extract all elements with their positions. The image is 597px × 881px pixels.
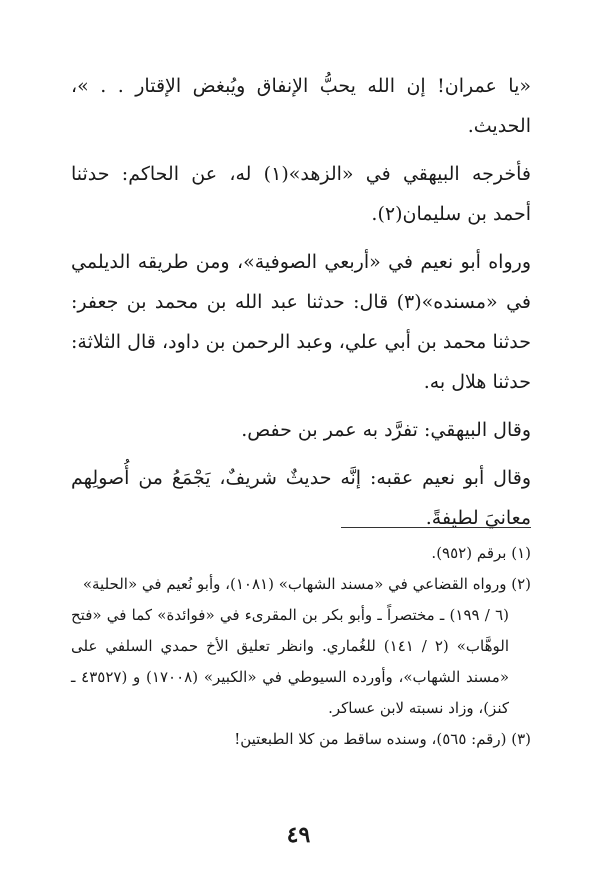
page-number: ٤٩ xyxy=(286,822,311,848)
footnote-2-continuation: (٦ / ١٩٩) ـ مختصراً ـ وأبو بكر بن المقرىء في «فوائدة» كما في «فتح الوهَّاب» (٢ / ١٤١) للغُماري. وانظر تعليق الأخ حمدي السلفي على «مسند الشهاب»، وأورده السيوطي في «الكبير» (١٧٠٠٨) و (٤٣٥٢٧ ـ كنز)، وزاد نسبته لابن عساكر. xyxy=(71,606,510,717)
footnote-1: (١) برقم (٩٥٢). xyxy=(431,544,531,562)
paragraph-abu-nuaym-note: وقال أبو نعيم عقبه: إنَّه حديثٌ شريفٌ، يَجْمَعُ من أُصولِهم معانيَ لطيفةً. xyxy=(71,467,531,529)
paragraph-hadith: «يا عمران! إن الله يحبُّ الإنفاق ويُبغض الإقتار . . »، الحديث. xyxy=(71,75,531,137)
footnotes xyxy=(71,538,531,755)
footnote-3: (٣) (رقم: ٥٦٥)، وسنده ساقط من كلا الطبعتين! xyxy=(234,730,531,748)
footnote-2-first-line: (٢) ورواه القضاعي في «مسند الشهاب» (١٠٨١)، وأبو نُعيم في «الحلية» xyxy=(82,575,531,593)
footnote-divider xyxy=(341,527,531,528)
paragraph-abu-nuaym: ورواه أبو نعيم في «أربعي الصوفية»، ومن طريقه الديلمي في «مسنده»(٣) قال: حدثنا عبد الله بن محمد بن جعفر: حدثنا محمد بن أبي علي، وعبد الرحمن بن داود، قال الثلاثة: حدثنا هلال به. xyxy=(71,251,531,393)
paragraph-bayhaqi: فأخرجه البيهقي في «الزهد»(١) له، عن الحاكم: حدثنا أحمد بن سليمان(٢). xyxy=(71,163,531,225)
main-text xyxy=(71,66,531,538)
paragraph-bayhaqi-note: وقال البيهقي: تفرَّد به عمر بن حفص. xyxy=(241,419,531,441)
